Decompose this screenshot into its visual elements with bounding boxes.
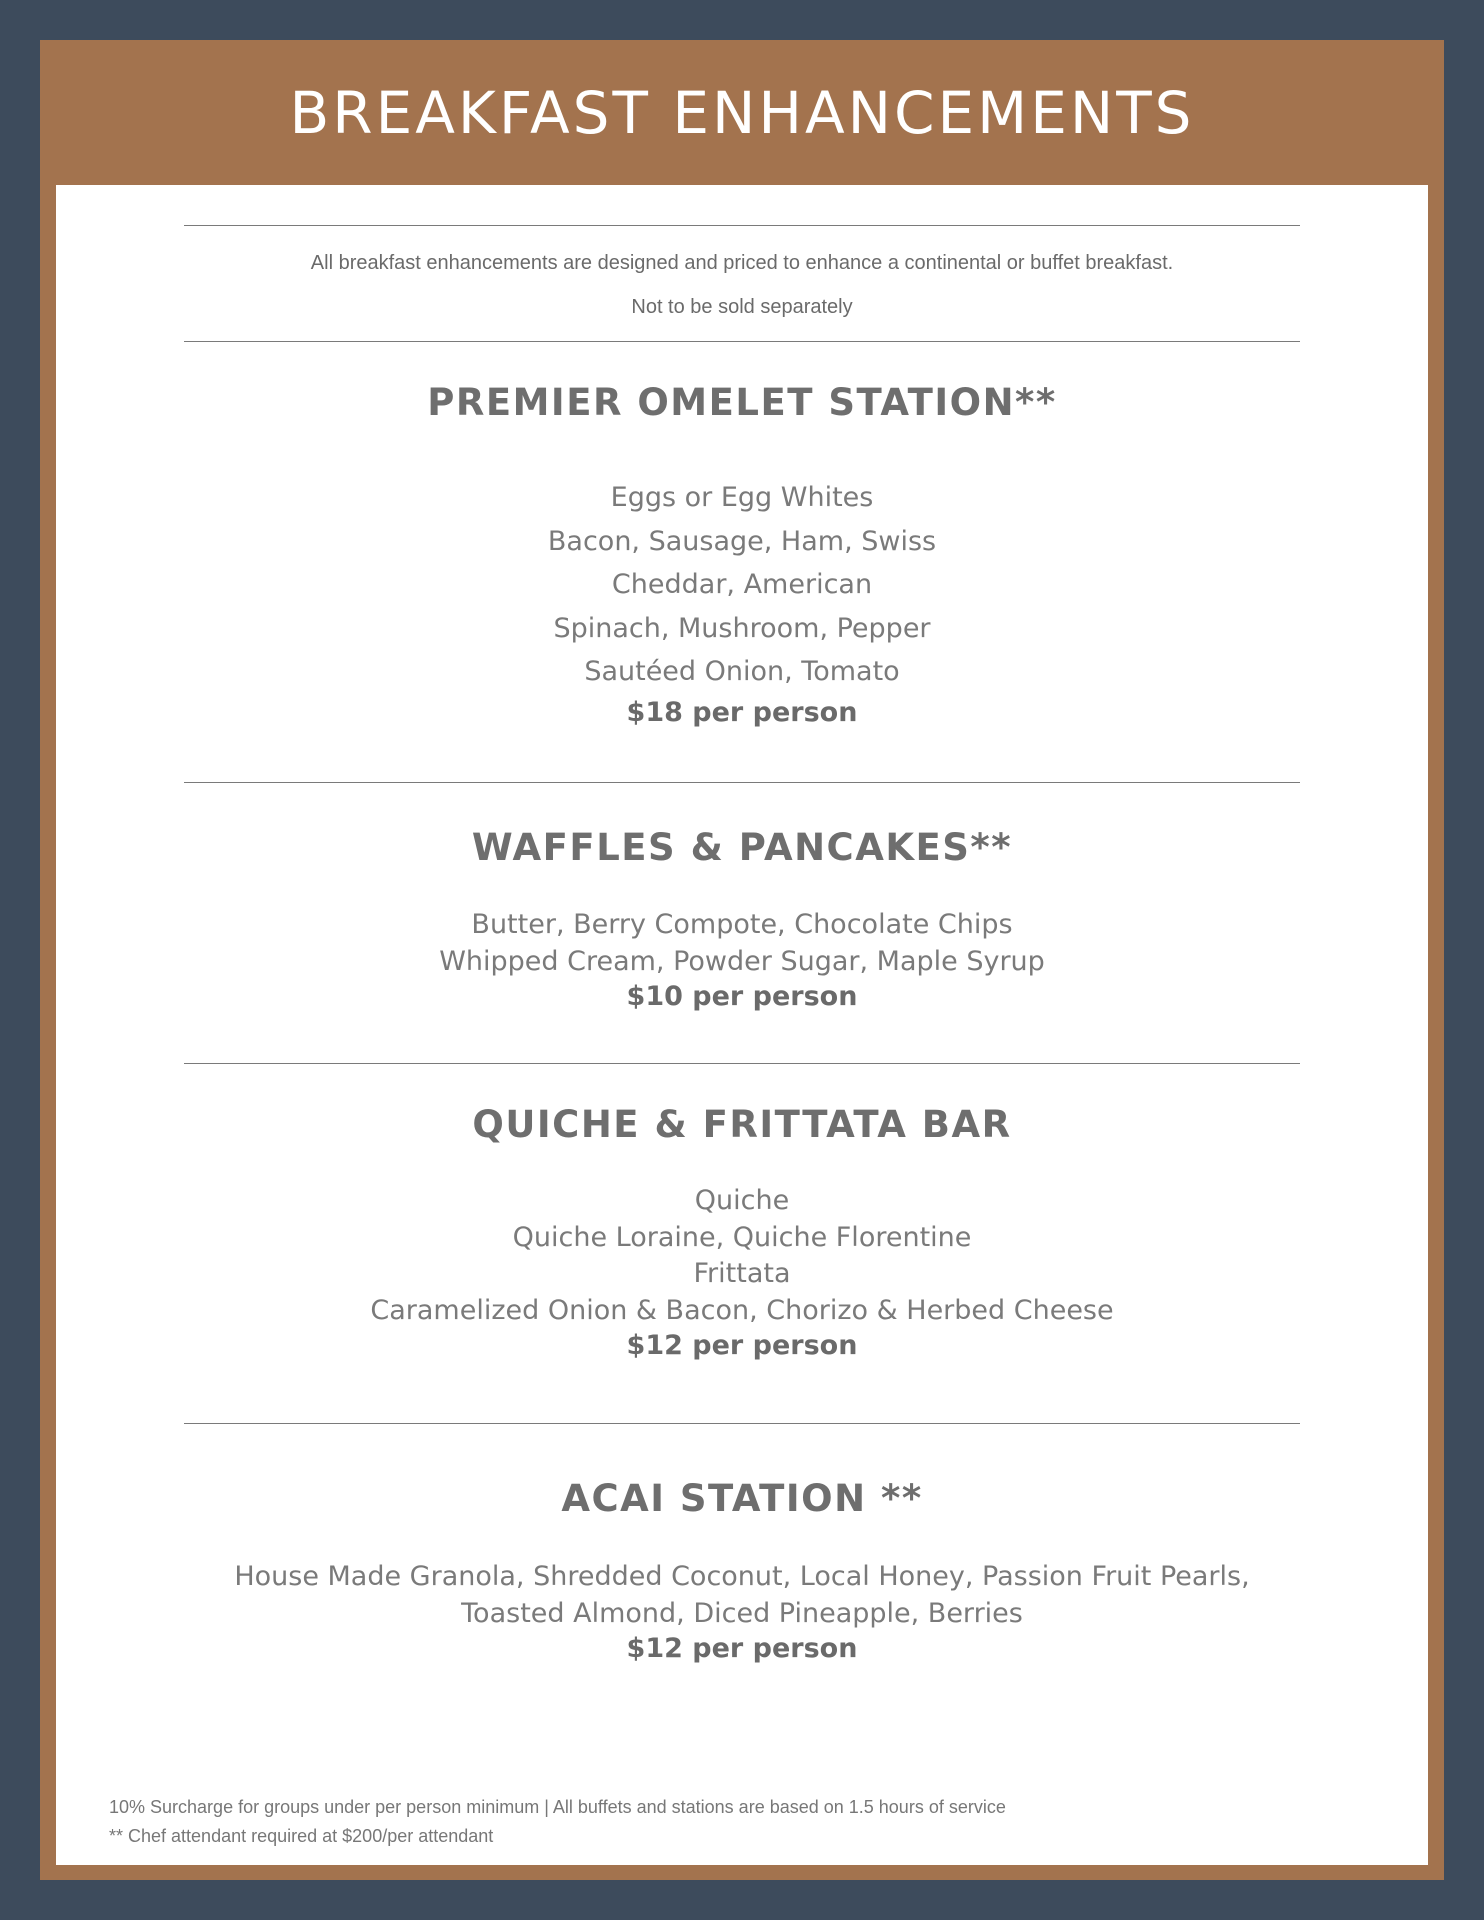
section-title-waffles: WAFFLES & PANCAKES**: [471, 826, 1013, 869]
divider: [184, 1423, 1300, 1424]
price-omelet: $18 per person: [626, 697, 858, 728]
menu-item-line: Spinach, Mushroom, Pepper: [553, 612, 931, 644]
footnote-chef: ** Chef attendant required at $200/per attendant: [109, 1826, 494, 1846]
page-title: BREAKFAST ENHANCEMENTS: [289, 79, 1195, 147]
menu-item-line: Eggs or Egg Whites: [610, 482, 874, 513]
menu-item-line: Frittata: [693, 1258, 791, 1289]
menu-item-line: Cheddar, American: [611, 569, 873, 600]
menu-item-line: Toasted Almond, Diced Pineapple, Berries: [461, 1598, 1023, 1629]
footnote-surcharge: 10% Surcharge for groups under per person minimum | All buffets and stations are based on 1.5 hours of service: [109, 1797, 1006, 1817]
section-items-omelet: [0, 476, 1484, 694]
divider: [184, 341, 1300, 342]
menu-item-line: Butter, Berry Compote, Chocolate Chips: [471, 909, 1013, 940]
divider: [184, 225, 1300, 226]
section-title-omelet: PREMIER OMELET STATION**: [427, 381, 1057, 424]
section-title-quiche: QUICHE & FRITTATA BAR: [472, 1103, 1012, 1146]
price-acai: $12 per person: [626, 1633, 858, 1664]
price-quiche: $12 per person: [626, 1330, 858, 1361]
menu-item-line: Quiche Loraine, Quiche Florentine: [512, 1221, 972, 1253]
intro-note: Not to be sold separately: [631, 296, 853, 318]
menu-item-line: Whipped Cream, Powder Sugar, Maple Syrup: [439, 946, 1045, 977]
section-items-quiche: [0, 1183, 1484, 1329]
menu-item-line: Sautéed Onion, Tomato: [584, 656, 900, 687]
menu-item-line: Bacon, Sausage, Ham, Swiss: [547, 525, 937, 557]
intro-text: All breakfast enhancements are designed and priced to enhance a continental or buffet breakfast.: [310, 252, 1174, 274]
divider: [184, 782, 1300, 783]
section-items-acai: [0, 1558, 1484, 1632]
menu-item-line: House Made Granola, Shredded Coconut, Local Honey, Passion Fruit Pearls,: [234, 1561, 1250, 1592]
menu-item-line: Caramelized Onion & Bacon, Chorizo & Herbed Cheese: [370, 1294, 1114, 1326]
price-waffles: $10 per person: [626, 981, 858, 1012]
divider: [184, 1063, 1300, 1064]
section-title-acai: ACAI STATION **: [561, 1477, 923, 1520]
menu-item-line: Quiche: [694, 1185, 790, 1216]
section-items-waffles: [0, 906, 1484, 980]
